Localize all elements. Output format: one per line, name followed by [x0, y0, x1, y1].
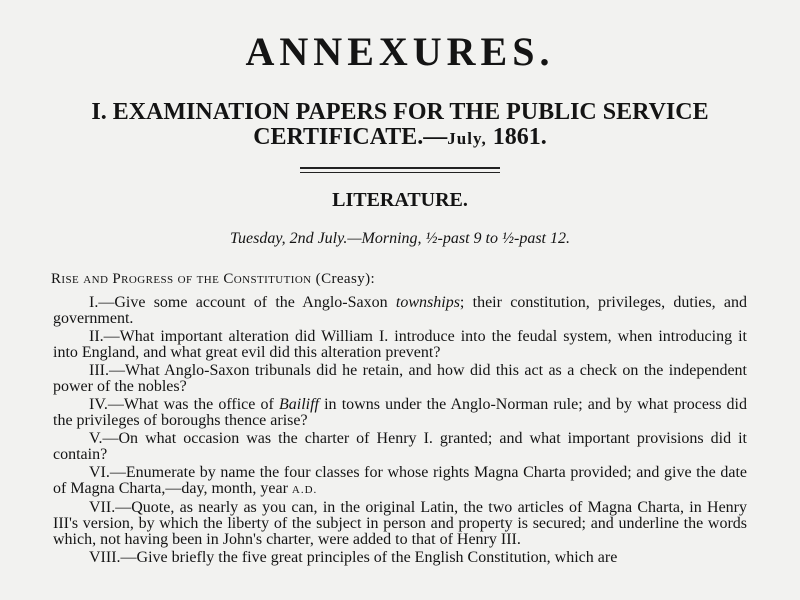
divider-thick — [300, 167, 500, 169]
divider-thin — [300, 172, 500, 173]
question-text: Give some account of the Anglo-Saxon — [114, 294, 396, 311]
question-text-cont: ; their constitution, privileges, duties, and government. — [53, 294, 748, 327]
topic-main: Rise and Progress of the Constitution — [51, 271, 312, 287]
question-item — [53, 397, 747, 429]
question-text: Quote, as nearly as you can, in the original Latin, the two articles of Magna Charta, in Henry III's version, by which the liberty of the subject in person and property is secured; and underline the words which, not having been in John's charter, were added to that of Henry III. — [53, 499, 747, 548]
subtitle-year: 1861. — [492, 124, 547, 150]
question-list — [53, 295, 747, 568]
question-number: VIII.— — [89, 549, 137, 566]
question-item — [53, 431, 747, 463]
question-number: IV.— — [89, 396, 124, 413]
question-number: II.— — [89, 328, 120, 345]
question-emphasis: townships — [395, 294, 460, 311]
question-text: Give briefly the five great principles of the English Constitution, which are — [136, 549, 618, 566]
question-item — [53, 500, 747, 548]
question-number: III.— — [89, 362, 125, 379]
page-title: ANNEXURES. — [245, 29, 555, 74]
question-text: What was the office of — [123, 396, 279, 413]
question-item — [53, 465, 747, 498]
question-item — [53, 363, 747, 395]
question-text: On what occasion was the charter of Henry I. granted; and what important provisions did it contain? — [53, 430, 747, 463]
subtitle-month: July, — [447, 129, 487, 148]
question-text: What important alteration did William I. introduce into the feudal system, when introducing it into England, and what great evil did this alteration prevent? — [53, 328, 747, 361]
question-text: What Anglo-Saxon tribunals did he retain, and how did this act as a check on the independent power of the nobles? — [53, 362, 747, 395]
paper-subtitle — [30, 100, 770, 151]
topic-source: (Creasy): — [315, 271, 376, 287]
question-item — [53, 329, 747, 361]
question-number: I.— — [89, 294, 115, 311]
question-text: Enumerate by name the four classes for whose rights Magna Charta provided; and give the date of Magna Charta,—day, month, year — [53, 464, 747, 497]
subtitle-line-1: I. EXAMINATION PAPERS FOR THE PUBLIC SERVICE — [91, 99, 709, 125]
question-item — [53, 550, 747, 566]
question-text-cont: in towns under the Anglo-Norman rule; and by what process did the privileges of boroughs thence arise? — [53, 396, 748, 429]
question-number: VII.— — [89, 499, 132, 516]
question-era-suffix: A.D. — [291, 484, 318, 496]
question-number: VI.— — [89, 464, 126, 481]
question-number: V.— — [89, 430, 119, 447]
subtitle-line-2-prefix: CERTIFICATE.— — [253, 124, 448, 150]
section-title: LITERATURE. — [332, 189, 468, 211]
topic-heading — [51, 271, 375, 288]
session-time: Tuesday, 2nd July.—Morning, ½-past 9 to ½-past 12. — [230, 230, 570, 247]
question-item — [53, 295, 747, 327]
question-emphasis: Bailiff — [278, 396, 319, 413]
